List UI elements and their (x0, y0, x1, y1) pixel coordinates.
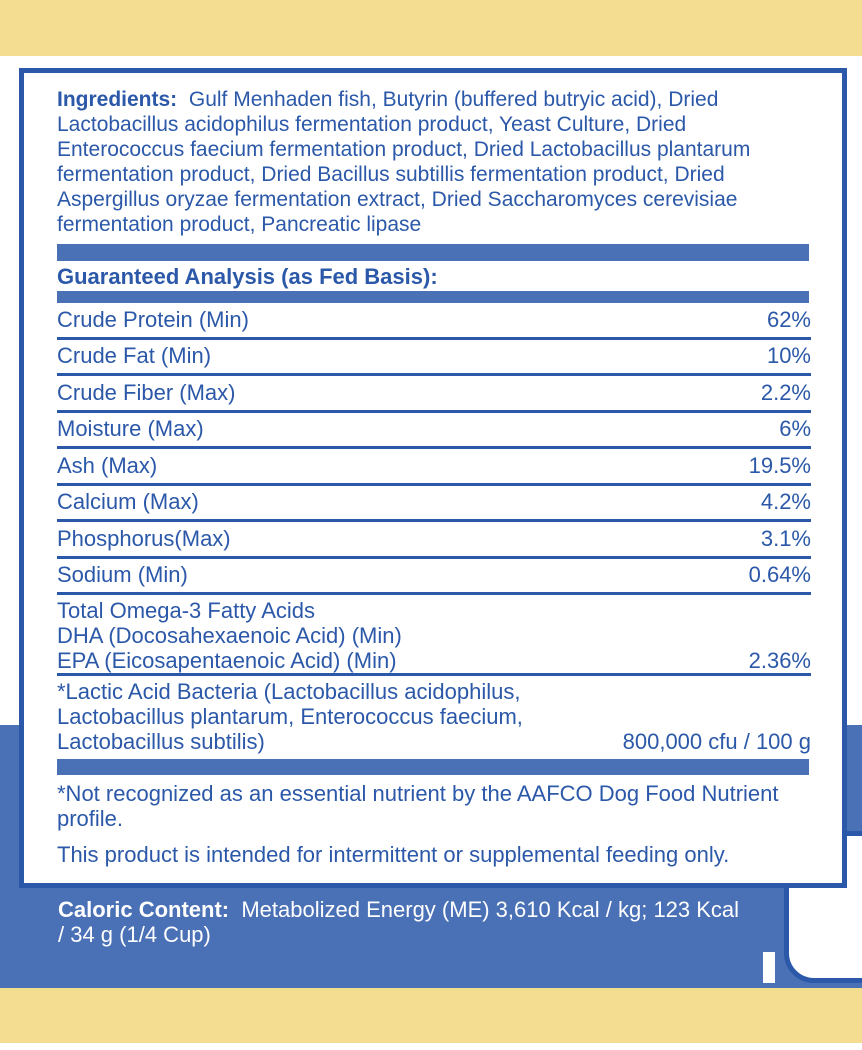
row-value: 2.36% (748, 648, 811, 673)
lactic-last-line (57, 729, 811, 754)
caloric-content-label: Caloric Content: (58, 897, 230, 922)
row-label: Crude Fat (Min) (57, 343, 212, 369)
row-value: 4.2% (760, 489, 811, 515)
lactic-line: Lactobacillus subtilis) (57, 729, 265, 754)
omega3-last-line (57, 648, 811, 673)
omega3-line: Total Omega-3 Fatty Acids (57, 598, 315, 623)
aafco-footnote: *Not recognized as an essential nutrient by the AAFCO Dog Food Nutrient profile. (57, 781, 779, 831)
divider-bar (57, 244, 809, 261)
caloric-content (58, 897, 748, 947)
analysis-row (57, 486, 811, 523)
omega3-line: EPA (Eicosapentaenoic Acid) (Min) (57, 648, 397, 673)
row-value: 0.64% (748, 562, 811, 588)
row-value: 800,000 cfu / 100 g (622, 729, 811, 754)
analysis-row (57, 522, 811, 559)
guaranteed-analysis-heading: Guaranteed Analysis (as Fed Basis): (57, 264, 438, 289)
guaranteed-analysis-table (57, 303, 811, 754)
divider-bar (57, 291, 809, 303)
ingredients-paragraph (57, 87, 811, 237)
row-value: 10% (766, 343, 811, 369)
row-label: Crude Protein (Min) (57, 306, 249, 332)
omega3-line: DHA (Docosahexaenoic Acid) (Min) (57, 623, 402, 648)
row-label: Phosphorus(Max) (57, 525, 231, 551)
lactic-acid-row (57, 676, 811, 754)
feeding-footnote: This product is intended for intermittent or supplemental feeding only. (57, 842, 730, 867)
row-value: 62% (766, 306, 811, 332)
white-tick-mark (763, 952, 775, 983)
analysis-row (57, 413, 811, 450)
ingredients-label: Ingredients: (57, 88, 178, 111)
lactic-line: Lactobacillus plantarum, Enterococcus faecium, (57, 704, 523, 729)
row-label: Sodium (Min) (57, 562, 188, 588)
row-value: 6% (779, 416, 811, 442)
bottom-yellow-band (0, 988, 862, 1043)
row-label: Ash (Max) (57, 452, 158, 478)
nutrition-info-panel (19, 68, 847, 888)
row-label: Moisture (Max) (57, 416, 204, 442)
caloric-content-text: Metabolized Energy (ME) 3,610 Kcal / kg; 123 Kcal / 34 g (1/4 Cup) (58, 897, 740, 947)
analysis-row (57, 340, 811, 377)
analysis-row (57, 376, 811, 413)
analysis-row (57, 559, 811, 596)
row-value: 3.1% (760, 525, 811, 551)
row-label: Crude Fiber (Max) (57, 379, 236, 405)
top-yellow-band (0, 0, 862, 56)
analysis-row (57, 303, 811, 340)
row-value: 2.2% (760, 379, 811, 405)
omega3-row (57, 595, 811, 676)
lactic-line: *Lactic Acid Bacteria (Lactobacillus acidophilus, (57, 679, 521, 704)
row-label: Calcium (Max) (57, 489, 199, 515)
divider-bar (57, 759, 809, 775)
row-value: 19.5% (748, 452, 811, 478)
ingredients-list: Gulf Menhaden fish, Butyrin (buffered butryic acid), Dried Lactobacillus acidophilus fermentation product, Yeast Culture, Dried Enterococcus faecium fermentation product, Dried Lactobacillus plantarum fermentation product, Dried Bacillus subtillis fermentation product, Dried Aspergillus oryzae fermentation extract, Dried Saccharomyces cerevisiae fermentation product, Pancreatic lipase (57, 88, 751, 236)
analysis-row (57, 449, 811, 486)
